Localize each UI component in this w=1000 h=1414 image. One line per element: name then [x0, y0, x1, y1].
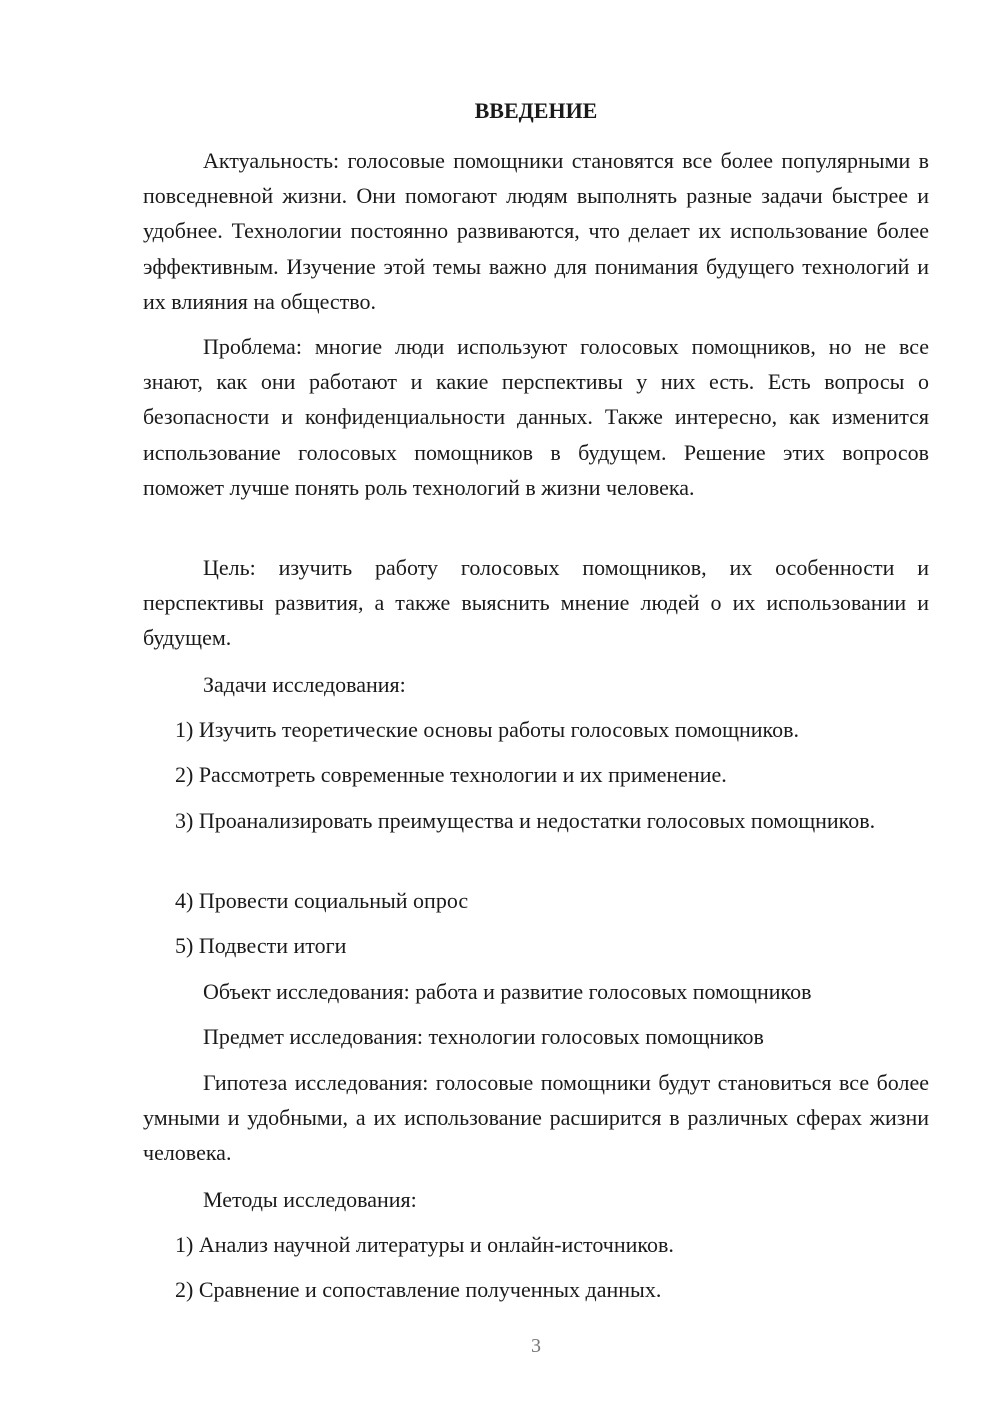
method-item-1: 1) Анализ научной литературы и онлайн-источников. — [175, 1232, 674, 1257]
document-page — [143, 0, 929, 1414]
relevance-paragraph: Актуальность: голосовые помощники становятся все более популярными в повседневной жизни. Они помогают людям выполнять разные задачи быстрее и удобнее. Технологии постоянно развиваются, что делает их использование более эффективным. Изучение этой темы важно для понимания будущего технологий и их влияния на общество. — [143, 148, 929, 314]
problem-paragraph: Проблема: многие люди используют голосовых помощников, но не все знают, как они работают и какие перспективы у них есть. Есть вопросы о безопасности и конфиденциальности данных. Также интересно, как изменится использование голосовых помощников в будущем. Решение этих вопросов поможет лучше понять роль технологий в жизни человека. — [143, 334, 929, 500]
task-item-2: 2) Рассмотреть современные технологии и их применение. — [175, 762, 727, 787]
goal-paragraph: Цель: изучить работу голосовых помощников, их особенности и перспективы развития, а также выяснить мнение людей о их использовании и будущем. — [143, 555, 929, 651]
tasks-heading: Задачи исследования: — [203, 672, 406, 697]
object-paragraph: Объект исследования: работа и развитие голосовых помощников — [203, 979, 812, 1004]
task-item-3: 3) Проанализировать преимущества и недостатки голосовых помощников. — [175, 808, 876, 833]
task-item-1: 1) Изучить теоретические основы работы голосовых помощников. — [175, 717, 800, 742]
method-item-2: 2) Сравнение и сопоставление полученных данных. — [175, 1277, 662, 1302]
task-item-4: 4) Провести социальный опрос — [175, 888, 469, 913]
subject-paragraph: Предмет исследования: технологии голосовых помощников — [203, 1024, 764, 1049]
section-title: ВВЕДЕНИЕ — [474, 98, 598, 123]
page-number: 3 — [531, 1335, 541, 1357]
methods-heading: Методы исследования: — [203, 1187, 417, 1212]
task-item-5: 5) Подвести итоги — [175, 933, 347, 958]
hypothesis-paragraph: Гипотеза исследования: голосовые помощники будут становиться все более умными и удобными, а их использование расширится в различных сферах жизни человека. — [143, 1070, 929, 1166]
